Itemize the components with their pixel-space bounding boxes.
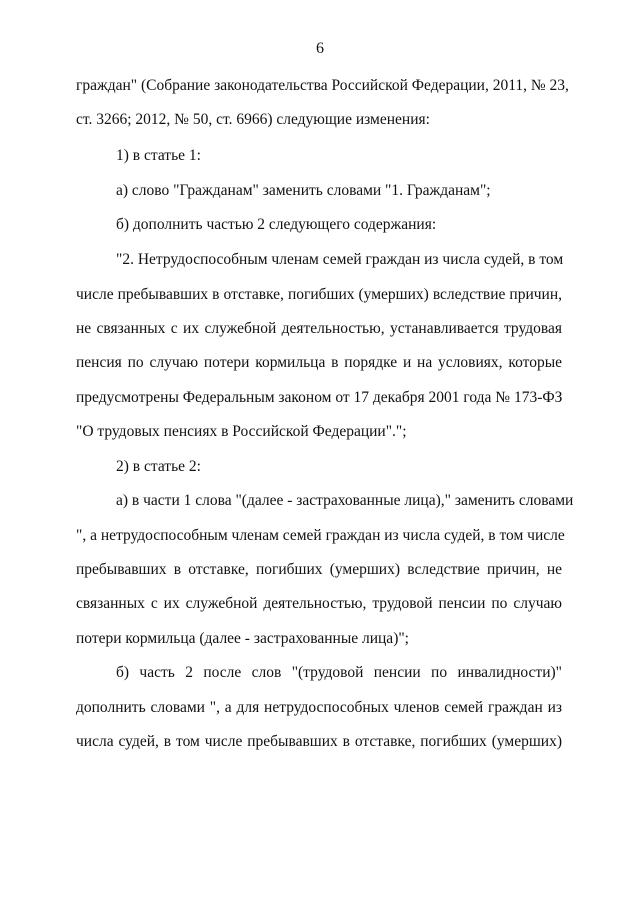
text-line: б) дополнить частью 2 следующего содержания: (116, 216, 437, 233)
text-line: б) часть 2 после слов "(трудовой пенсии по инвалидности)" (116, 664, 562, 681)
list-item-heading: 1) в статье 1: (116, 147, 201, 164)
text-line: ст. 3266; 2012, № 50, ст. 6966) следующие изменения: (76, 111, 430, 128)
text-line: связанных с их служебной деятельностью, трудовой пенсии по случаю (76, 595, 562, 612)
text-line: "2. Нетрудоспособным членам семей граждан из числа судей, в том (116, 251, 564, 268)
text-line: потери кормильца (далее - застрахованные лица)"; (76, 630, 409, 647)
text-line: пенсия по случаю потери кормильца в порядке и на условиях, которые (76, 354, 562, 371)
text-line: а) слово "Гражданам" заменить словами "1. Гражданам"; (116, 182, 491, 199)
list-item-heading: 2) в статье 2: (116, 458, 201, 475)
text-line: ", а нетрудоспособным членам семей граждан из числа судей, в том числе (76, 527, 565, 544)
text-line: а) в части 1 слова "(далее - застрахованные лица)," заменить словами (116, 492, 574, 509)
text-line: граждан" (Собрание законодательства Российской Федерации, 2011, № 23, (76, 77, 569, 94)
text-line: дополнить словами ", а для нетрудоспособных членов семей граждан из (76, 699, 562, 716)
page-number: 6 (316, 40, 324, 57)
text-line: не связанных с их служебной деятельностью, устанавливается трудовая (76, 320, 562, 337)
text-line: предусмотрены Федеральным законом от 17 декабря 2001 года № 173-ФЗ (76, 389, 563, 406)
text-line: "О трудовых пенсиях в Российской Федерации"."; (76, 423, 407, 440)
text-line: числа судей, в том числе пребывавших в отставке, погибших (умерших) (76, 733, 562, 750)
text-line: числе пребывавших в отставке, погибших (умерших) вследствие причин, (76, 286, 562, 303)
text-line: пребывавших в отставке, погибших (умерших) вследствие причин, не (76, 561, 562, 578)
